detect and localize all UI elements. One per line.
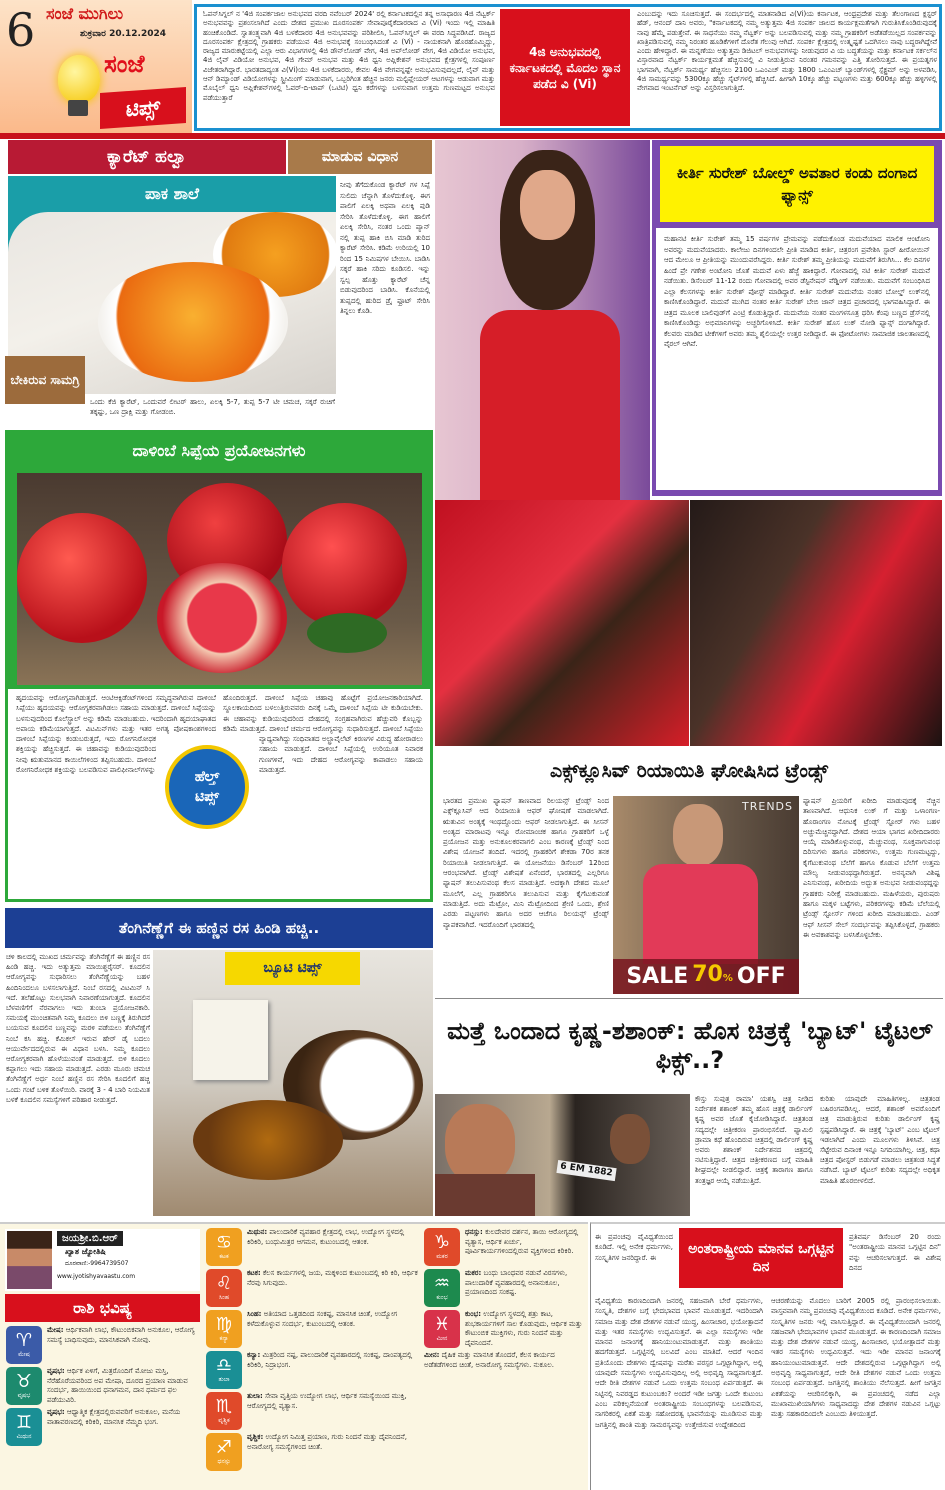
horoscope-text: ಮೇಷ: ಆರ್ಥಿಕವಾಗಿ ಲಾಭ, ಕೌಟುಂಬಿಕವಾಗಿ ಅನುಕೂಲ, ಆರೋಗ್ಯ ಸಮಸ್ಯೆ ಬಾಧಿಸುವುದು, ಮಾನಸಿಕವಾಗಿ ನೋವು.: [47, 1326, 195, 1344]
sign-column-1: [6, 1326, 200, 1488]
sale-banner: [613, 959, 799, 994]
zodiac-icon: ♎ ತುಲಾ: [206, 1351, 242, 1389]
horoscope-text: ಮೀನ: ದೈಹಿಕ ಮತ್ತು ಮಾನಸಿಕ ತೊಂದರೆ, ಕೆಲಸ ಕಾರ್ಯದ ಅಡೆತಡೆಗಳಿಂದ ಚಿಂತೆ, ಅನಾರೋಗ್ಯ ಸಮಸ್ಯೆಗಳು. ನುಕೂಲ.: [424, 1351, 555, 1369]
carrot-title: ಕ್ಯಾರೆಟ್ ಹಲ್ವಾ: [8, 140, 286, 174]
ingredients-label: ಬೇಕಿರುವ ಸಾಮಗ್ರಿ: [5, 356, 85, 404]
zodiac-icon: ♒ ಕುಂಭ: [424, 1269, 460, 1307]
solidarity-intro-right: ಪ್ರತಿವರ್ಷ ಡಿಸೆಂಬರ್ 20 ರಂದು "ಅಂತರಾಷ್ಟ್ರೀಯ ಮಾನವ ಒಗ್ಗಟ್ಟಿನ ದಿನ" ವನ್ನು ಆಚರಿಸಲಾಗುತ್ತದೆ. ಈ ವಿಶೇಷ ದಿನದ: [849, 1233, 941, 1272]
horoscope-entry: [206, 1310, 418, 1348]
issue-date: ಶುಕ್ರವಾರ 20.12.2024: [80, 29, 167, 39]
zodiac-icon: ♋ ಕಟಕ: [206, 1228, 242, 1266]
page-number: 6: [6, 3, 36, 57]
bulb-icon: [58, 55, 100, 103]
zodiac-icon: ♐ ಧನಸ್ಸು: [206, 1433, 242, 1471]
horoscope-text: ತುಲಾ: ಸೇವಾ ವೃತ್ತಿಯ ಉದ್ಯೋಗ ಲಾಭ, ಆರ್ಥಿಕ ಸಮಸ್ಯೆಯಿಂದ ಮುಕ್ತಿ, ಆರೋಗ್ಯದಲ್ಲಿ ವ್ಯತ್ಯಾಸ.: [247, 1392, 407, 1410]
vi-body-left: ಓಪನ್‌ಸಿಗ್ನಲ್ ನ '4ಜಿ ಸಂಪರ್ಕಜಾಲ ಅನುಭವದ ವರದಿ ನವೆಂಬರ್ 2024' ರಲ್ಲಿ ಕರ್ನಾಟಕದಲ್ಲಿನ ತನ್ನ ಅಸಾಧಾರಣ 4ಜಿ ನೆಟ್ವರ್ಕ್ ಅನುಭವವನ್ನು ಪ್ರಶಂಸಲಾಗಿದೆ ಎಂದು ದೇಶದ ಪ್ರಮುಖ ದೂರಸಂಪರ್ಕ ಸೇವಾಪೂರೈಕೆದಾರರಾದ ವಿ (Vi) ಇಂದು ಇಲ್ಲಿ ಮಾಹಿತಿ ಹಂಚಿಕೊಂಡಿದೆ. ಸ್ವಾತಂತ್ರ್ಯವಾಗಿ 4ಜಿ ಬಳಕೆದಾರರ 4ಜಿ ಅನುಭವವನ್ನು ಪರಿಶೀಲಿಸಿ, ಓಪನ್‌ಸಿಗ್ನಲ್ ಈ ವರದಿ ಸಿದ್ಧಪಡಿಸಿದೆ. ರಾಜ್ಯದ ದೂರಸಂಪರ್ಕ ಕ್ಷೇತ್ರದಲ್ಲಿ ಗ್ರಾಹಕರು ಪಡೆಯುವ 4ಜಿ ಅನುಭವಕ್ಕೆ ಸಂಬಂಧಿಸಿದಂತೆ ವಿ (Vi) - ನಾಯಕನಾಗಿ ಹೊರಹೊಮ್ಮಿದ್ದು, ರಾಜ್ಯದ ಮಾರುಕಟ್ಟೆಯಲ್ಲಿ ಎಲ್ಲಾ ಆರು ವಿಭಾಗಗಳಲ್ಲಿ 4ಜಿ ಡೌನ್‌ಲೋಡ್ ವೇಗ, 4ಜಿ ಅಪ್‌ಲೋಡ್ ವೇಗ, 4ಜಿ ವಿಡಿಯೋ ಅನುಭವ, 4ಜಿ ಲೈವ್ ವಿಡಿಯೋ ಅನುಭವ, 4ಜಿ ಗೇಮ್ ಅನುಭವ ಮತ್ತು 4ಜಿ ಧ್ವನಿ ಅಪ್ಲಿಕೇಶನ್ ಅನುಭವದ ಕ್ಷೇತ್ರಗಳಲ್ಲಿ ಸಂಪೂರ್ಣ ವಿಜೇತರಾಗಿದ್ದಾರೆ. ಭಾರತದಾದ್ಯಂತ ವಿ(Vi)ಯು 4ಜಿ ಬಳಕೆದಾರರು, ಕೇವಲ 4ಜಿ ವೇಗವನ್ನಷ್ಟೇ ಅನುಭವಿಸುವುದಲ್ಲದೆ, ಲೈವ್ ಮತ್ತು ಆನ್ ಡಿಮ್ಯಾಂಡ್ ವಿಡಿಯೋಗಳನ್ನು ಸ್ಟ್ರೀಮಿಂಗ್ ಮಾಡುವಾಗ, ಒಬ್ಬರಿಗಿಂತ ಹೆಚ್ಚಿನ ಜನರು ಮಲ್ಟಿಪ್ಲೇಯರ್ ಆಟಗಳನ್ನು ಆಡುವಾಗ ಮತ್ತು ಮೊಬೈಲ್ ಧ್ವನಿ ಅಪ್ಲಿಕೇಶನ್‌ಗಳಲ್ಲಿ ಓವರ್-ದಿ-ಟಾಪ್ (ಒಟಿಟಿ) ಧ್ವನಿ ಕರೆಗಳನ್ನು ಬಳಸುವಾಗ ಉತ್ತಮ ಗುಣಮಟ್ಟದ ಅನುಭವ ಪಡೆಯುತ್ತಾರೆ: [203, 10, 495, 102]
trends-ad-image: [613, 796, 799, 994]
section-title: ಸಂಜೆ: [104, 50, 145, 78]
masthead: [0, 0, 192, 133]
horoscope-entry: [424, 1269, 584, 1307]
krishna-col-1: ಕೌಸ್ತು ಸುಪುತ್ರ ರಾಮಾ' ಯಶಸ್ವಿ ಚಿತ್ರ ನೀಡಿದ ನಿರ್ದೇಶಕ ಶಶಾಂಕ್ ತಮ್ಮ ಹೊಸ ಚಿತ್ರಕ್ಕೆ ಡಾರ್ಲಿಂಗ್ ಕೃಷ್ಣ ಅವರ ಜೊತೆ ಕೈಜೋಡಿಸಿದ್ದಾರೆ. ಚಿತ್ರತಂಡ ಸದ್ಯದಲ್ಲೇ ಚಿತ್ರೀಕರಣ ಪ್ರಾರಂಭಿಸಲಿದೆ. ಫ್ಯಾಮಿಲಿ ಡ್ರಾಮಾ ಕಥೆ ಹೊಂದಿರುವ ಚಿತ್ರದಲ್ಲಿ ಡಾರ್ಲಿಂಗ್ ಕೃಷ್ಣ ಅವರು ಶಶಾಂಕ್ ನಿರ್ದೇಶನದ ಚಿತ್ರದಲ್ಲಿ ನಟಿಸುತ್ತಿದ್ದಾರೆ. ಚಿತ್ರದ ಚಿತ್ರೀಕರಣದ ಬಗ್ಗೆ ಮಾಹಿತಿ ಶೀಘ್ರದಲ್ಲೇ ನೀಡಲಿದ್ದಾರೆ. ಚಿತ್ರಕ್ಕೆ ತಾರಾಗಣ ಹಾಗೂ ತಂತ್ರಜ್ಞರ ಆಯ್ಕೆ ನಡೆಯುತ್ತಿದೆ.: [695, 1095, 813, 1185]
astrologer-name: ಜಯಶ್ರೀ.ಬಿ.ಆರ್: [57, 1231, 123, 1246]
krishna-headline: ಮತ್ತೆ ಒಂದಾದ ಕೃಷ್ಣ-ಶಶಾಂಕ್: ಹೊಸ ಚಿತ್ರಕ್ಕೆ 'ಬ್ಯಾಟ್' ಟೈಟಲ್ ಫಿಕ್ಸ್..?: [447, 1017, 933, 1074]
horoscope-entry: [206, 1433, 418, 1471]
vi-headline: 4ಜಿ ಅನುಭವದಲ್ಲಿ ಕರ್ನಾಟಕದಲ್ಲಿ ಮೊದಲ ಸ್ಥಾನ ಪಡೆದ ವಿ (Vi): [500, 9, 630, 126]
solidarity-headline: ಅಂತರಾಷ್ಟ್ರೀಯ ಮಾನವ ಒಗ್ಗಟ್ಟಿನ ದಿನ: [679, 1228, 843, 1288]
paper-name: ಸಂಜೆ ಮುಗಿಲು: [46, 4, 124, 23]
trends-headline: ಎಕ್ಸ್‌ಕ್ಲೂಸಿವ್ ರಿಯಾಯಿತಿ ಘೋಷಿಸಿದ ಟ್ರೆಂಡ್ಸ್: [550, 760, 828, 782]
krishna-photo: [435, 1094, 690, 1216]
astrologer-photo: [7, 1231, 52, 1289]
pomegranate-col-1-text: ಹೃದಯವನ್ನು ಆರೋಗ್ಯವಾಗಿಡುತ್ತದೆ. ಆಂಟಿಆಕ್ಸಿಡೆಂಟ್‌ಗಳಿಂದ ಸಮೃದ್ಧವಾಗಿರುವ ದಾಳಿಂಬೆ ಸಿಪ್ಪೆಯು ಹೃದಯವನ್ನು ಆರೋಗ್ಯಕರವಾಗಿಡಲು ಸಹಾಯ ಮಾಡುತ್ತದೆ. ದಾಳಿಂಬೆ ಸಿಪ್ಪೆಯನ್ನು ಬಳಸುವುದರಿಂದ ಕೊಲೆಸ್ಟ್ರಾಲ್ ಅನ್ನು ಕಡಿಮೆ ಮಾಡಬಹುದು. ಇದರಿಂದಾಗಿ ಹೃದಯಾಘಾತದ ಅಪಾಯ ಕಡಿಮೆಯಾಗುತ್ತದೆ. ವಿಟಮಿನ್‌ಗಳು ಮತ್ತು ಇತರ ಅಗತ್ಯ ಪೋಷಕಾಂಶಗಳಿಂದ ದಾಳಿಂಬೆ ಸಿಪ್ಪೆಯನ್ನು ಕಂಡುಬರುತ್ತದೆ, ಇದು ರೋಗನಿರೋಧಕ ಶಕ್ತಿಯನ್ನು ಹೆಚ್ಚಿಸುತ್ತದೆ. ಈ ಚಹಾವನ್ನು ಕುಡಿಯುವುದರಿಂದ ನೀವು ಋತುಮಾನದ ಕಾಯಿಲೆಗಳಿಂದ ತಪ್ಪಿಸಬಹುದು. ದಾಳಿಂಬೆ ರೋಗನಿರೋಧಕ ಶಕ್ತಿಯನ್ನು ಬಲಪಡಿಸುವ ಪಾಲಿಫೀನಾಲ್‌ಗಳನ್ನು: [16, 694, 216, 775]
horoscope-text: ಕನ್ಯಾ: ಮಿತ್ರರಿಂದ ನಷ್ಟ, ಪಾಲುದಾರಿಕೆ ವ್ಯವಹಾರದಲ್ಲಿ ಸಂಕಷ್ಟ, ದಾಂಪತ್ಯದಲ್ಲಿ ಕಿರಿಕಿರಿ, ನಿದ್ರಾಭಂಗ.: [247, 1351, 413, 1369]
horoscope-section: [0, 1222, 588, 1490]
method-text: ನೀವು ತೆಗೆದುಕೊಂಡ ಕ್ಯಾರೆಟ್ ಗಳ ಸಿಪ್ಪೆ ಸುಲಿದು ಚೆನ್ನಾಗಿ ತೊಳೆದುಕೊಳ್ಳಿ. ಈಗ ಪಾಲಿಗೆ ಏಲಕ್ಕಿ ಅಥವಾ ಏಲಕ್ಕಿ ಪುಡಿ ಸೇರಿಸಿ ತೊಳೆದುಕೊಳ್ಳಿ. ಈಗ ಹಾಲಿಗೆ ಏಲಕ್ಕಿ ಸೇರಿಸಿ, ನಂತರ ಒಂದು ಪ್ಯಾನ್ ನಲ್ಲಿ ತುಪ್ಪ ಹಾಕಿ ಬಿಸಿ ಮಾಡಿ ತುರಿದ ಕ್ಯಾರೆಟ್ ಸೇರಿಸಿ. ಕಡಿಮೆ ಉರಿಯಲ್ಲಿ 10 ರಿಂದ 15 ನಿಮಿಷಗಳ ಬೇಯಿಸಿ. ಬಾಡಿಸಿ ಸಕ್ಕರೆ ಹಾಕಿ ಸರಿದು ಕೂಡಿಸಲಿ. ಇನ್ನು ಸ್ವಲ್ಪ ಹೊತ್ತು ಕ್ಯಾರೆಟ್ ಚೆನ್ನ ಬಿಡುವುದರಿಂದ ಬಾಡಿಸಿ. ಕೊನೆಯಲ್ಲಿ ತುಪ್ಪದಲ್ಲಿ ಹುರಿದ ಡ್ರೈ ಫ್ರೂಟ್ ಸೇರಿಸಿ ತಿನ್ನಲು ಕೊಡಿ.: [340, 181, 430, 315]
zodiac-icon: ♌ ಸಿಂಹ: [206, 1269, 242, 1307]
keerthy-main-photo: [435, 140, 650, 500]
krishna-col-2: ಕುರಿತು ಯಾವುದೇ ಮಾಹಿತಿಗಳಿಲ್ಲ. ಚಿತ್ರತಂಡ ಬಹಿರಂಗಪಡಿಸಿಲ್ಲ. ಆದರೆ, ಶಶಾಂಕ್ ಅವರೊಂದಿಗೆ ಚಿತ್ರ ಮಾಡುತ್ತಿರುವ ಕುರಿತು ಡಾರ್ಲಿಂಗ್ ಕೃಷ್ಣ ಸ್ಪಷ್ಟಪಡಿಸಿದ್ದಾರೆ. ಈ ಚಿತ್ರಕ್ಕೆ 'ಬ್ಯಾಟ್' ಎಂಬ ಟೈಟಲ್ ಇಡಲಾಗಿದೆ ಎಂದು ಮೂಲಗಳು ತಿಳಿಸಿವೆ. ಚಿತ್ರ ಸೆಟ್ಟೇರುವ ದಿನಾಂಕ ಇನ್ನೂ ನಿಗದಿಯಾಗಿಲ್ಲ. ಚಿತ್ರ, ಕಥಾ ಚಿತ್ರದ ಪೋಸ್ಟರ್ ಬಿಡುಗಡೆ ಮಾಡಲು ಚಿತ್ರತಂಡ ಸಿದ್ಧತೆ ನಡೆಸಿದೆ. ಬ್ಯಾಟ್ ಟೈಟಲ್ ಕುರಿತು ಸದ್ಯದಲ್ಲೇ ಅಧಿಕೃತ ಮಾಹಿತಿ ಹೊರಬೀಳಲಿದೆ.: [820, 1095, 940, 1185]
horoscope-entry: [206, 1228, 418, 1266]
zodiac-icon: ♉ ವೃಷಭ: [6, 1367, 42, 1405]
divider-bar: [0, 133, 945, 139]
coconut-body: ಚಳಿ ಕಾಲದಲ್ಲಿ ಮುಖದ ಚರ್ಮವನ್ನು ತೆಂಗಿನೆಣ್ಣೆಗೆ ಈ ಹಣ್ಣಿನ ರಸ ಹಿಂಡಿ ಹಚ್ಚಿ. ಇದು ಅತ್ಯುತ್ತಮ ಮಾಯಿಶ್ಚರೈಸರ್. ಕೂದಲಿನ ಆರೋಗ್ಯವನ್ನು ಸುಧಾರಿಸಲು ತೆಂಗಿನೆಣ್ಣೆಯನ್ನು ಬಹಳ ಹಿಂದಿನಿಂದಲೂ ಬಳಸಲಾಗುತ್ತಿದೆ. ನಿಂಬೆ ರಸದಲ್ಲಿ ವಿಟಮಿನ್ ಸಿ ಇದೆ. ತಲೆಹೊಟ್ಟು ಸುಲಭವಾಗಿ ನಿವಾರಣೆಯಾಗುತ್ತದೆ. ಕೂದಲಿನ ಬೆಳವಣಿಗೆಗೆ ನೆರವಾಗಲು ಇದು ತುಂಬಾ ಪ್ರಯೋಜನಕಾರಿ. ಸಮಯಕ್ಕೆ ಮುಂಚಿತವಾಗಿ ನಿಮ್ಮ ಕೂದಲು ಬಿಳಿ ಬಣ್ಣಕ್ಕೆ ತಿರುಗಿದರೆ ಬಯಸುವ ಕೂದಲಿನ ಬಣ್ಣವನ್ನು ಮರಳಿ ಪಡೆಯಲು ತೆಂಗಿನೆಣ್ಣೆಗೆ ನಿಂಬೆ ಕಸಿ ಹಚ್ಚಿ. ಕೆಮಿಕಲ್ ಇರುವ ಹೇರ್ ಡೈ ಬದಲು ಆಯುರ್ವೇದದಲ್ಲಿರುವ ಈ ವಿಧಾನ ಬಳಸಿ. ನಿಮ್ಮ ಕೂದಲು ಆರೋಗ್ಯಕರವಾಗಿ ಹೊಳೆಯುವಂತೆ ಮಾಡುತ್ತದೆ. ಬಿಳಿ ಕೂದಲು ಕಪ್ಪಾಗಲು ಇದು ಸಹಾಯ ಮಾಡುತ್ತದೆ. ಎರಡು ಮೂರು ಚಮಚ ತೆಂಗಿನೆಣ್ಣೆಗೆ ಅರ್ಧ ನಿಂಬೆ ಹಣ್ಣಿನ ರಸ ಸೇರಿಸಿ ಕೂದಲಿಗೆ ಹಚ್ಚಿ ಒಂದು ಗಂಟೆ ಬಳಿಕ ತೊಳೆಯಿರಿ. ವಾರಕ್ಕೆ 3 - 4 ಬಾರಿ ನಿಯಮಿತ ಬಳಕೆ ಕೂದಲಿನ ಸಮಸ್ಯೆಗಳಿಗೆ ಪರಿಹಾರ ನೀಡುತ್ತದೆ.: [6, 953, 150, 1104]
coconut-title: ತೆಂಗಿನೆಣ್ಣೆಗೆ ಈ ಹಣ್ಣಿನ ರಸ ಹಿಂಡಿ ಹಚ್ಚಿ..: [5, 908, 433, 948]
sale-percent: 70%: [692, 961, 733, 987]
beauty-tips-label: ಬ್ಯೂಟಿ ಟಿಪ್ಸ್: [225, 952, 360, 985]
badge-line-1: ಹೆಲ್ತ್: [194, 769, 220, 785]
keerthy-headline: ಕೀರ್ತಿ ಸುರೇಶ್ ಬೋಲ್ಡ್ ಅವತಾರ ಕಂಡು ದಂಗಾದ ಫ್ಯಾನ್ಸ್: [660, 146, 934, 222]
method-label: ಮಾಡುವ ವಿಧಾನ: [288, 140, 432, 174]
horoscope-text: ವೃಶ್ಚಿಕ: ಉದ್ಯೋಗ ನಿಮಿತ್ತ ಪ್ರಯಾಣ, ಗುರು ನಿಂದನೆ ಮತ್ತು ದೈವನಿಂದನೆ, ಅನಾರೋಗ್ಯ ಸಮಸ್ಯೆಗಳಿಂದ ಚಿಂತೆ.: [247, 1433, 407, 1451]
pomegranate-text-area: [8, 689, 430, 899]
solidarity-article: [590, 1222, 945, 1490]
zodiac-icon: ♊ ಮಿಥುನ: [6, 1408, 42, 1446]
sale-off: OFF: [736, 963, 786, 989]
horoscope-entry: [6, 1367, 200, 1405]
pomegranate-article: [5, 430, 433, 902]
astrologer-website[interactable]: www.jyotishyavaastu.com: [57, 1273, 136, 1280]
zodiac-icon: ♓ ಮೀನ: [424, 1310, 460, 1348]
keerthy-body: ಮಹಾನಟಿ ಕೀರ್ತಿ ಸುರೇಶ್ ತಮ್ಮ 15 ವರ್ಷಗಳ ಪ್ರೇಮವನ್ನು ಪಡೆದುಕೊಂಡ ಮದುವೆಯಾದ ಮಾಲಿಕ ಆಂಟೋನಿ ಅವರನ್ನು ಮದುವೆಯಾದರು. ಕಾಲೇಜು ದಿನಗಳಿಂದಲೇ ಪ್ರೀತಿ ಮಾಡಿದ ಕೀರ್ತಿ, ಚಿತ್ರರಂಗ ಪ್ರವೇಶಿಸಿ ಸ್ಟಾರ್ ಹೀರೋಯಿನ್ ಆದ ಮೇಲೂ ಆ ಪ್ರೀತಿಯನ್ನು ಮುಂದುವರೆಸಿದ್ದರು. ಕೀರ್ತಿ ಸುರೇಶ್ ತಮ್ಮ ಪ್ರೀತಿಯನ್ನು ಮದುವೆಗೆ ತಿರುಗಿಸಿ... ಕೆಲ ದಿನಗಳ ಹಿಂದೆ ಪ್ರೇ ಗಣೇಶ ಅಂಟೋನಿ ಜೊತೆ ಮದುವೆ ಏಳು ಹೆಜ್ಜೆ ಹಾಕಿದ್ದಾರೆ. ಗೋವಾದಲ್ಲಿ ನಟಿ ಕೀರ್ತಿ ಸುರೇಶ್ ಮದುವೆ ನಡೆಯಿತು. ಡಿಸೆಂಬರ್ 11-12 ರಂದು ಗೋವಾದಲ್ಲಿ ಅವರ ಡೆಸ್ಟಿನೇಷನ್ ವೆಡ್ಡಿಂಗ್ ನಡೆಯಿತು. ಮದುವೆಗೆ ಸಂಬಂಧಿಸಿದ ಎಲ್ಲಾ ಕೆಲಸಗಳನ್ನು ಕೀರ್ತಿ ಸುರೇಶ್ ಪೋಸ್ಟ್ ಮಾಡಿದ್ದಾರೆ. ಕೀರ್ತಿ ಸುರೇಶ್ ಮದುವೆಯ ನಂತರ ಬೋಲ್ಡ್ ಲುಕ್‌ನಲ್ಲಿ ಕಾಣಿಸಿಕೊಂಡಿದ್ದಾರೆ. ಮದುವೆ ಮುಗಿದ ನಂತರ ಕೀರ್ತಿ ಸುರೇಶ್ ಬೇಬಿ ಜಾನ್ ಚಿತ್ರದ ಪ್ರಚಾರದಲ್ಲಿ ಭಾಗವಹಿಸಿದ್ದಾರೆ. ಈ ಚಿತ್ರದ ಮೂಲಕ ಬಾಲಿವುಡ್‌ಗೆ ಎಂಟ್ರಿ ಕೊಡುತ್ತಿದ್ದಾರೆ. ಮದುವೆಯ ನಂತರ ಮಂಗಳಸೂತ್ರ ಧರಿಸಿ ಕೆಂಪು ಬಣ್ಣದ ಡ್ರೆಸ್‌ನಲ್ಲಿ ಕಾಣಿಸಿಕೊಂಡಿದ್ದು ಅಭಿಮಾನಿಗಳನ್ನು ಅಚ್ಚರಿಗೊಳಿಸಿದೆ. ಕೀರ್ತಿ ಸುರೇಶ್ ಹೊಸ ಲುಕ್ ನೋಡಿ ಫ್ಯಾನ್ಸ್ ದಂಗಾಗಿದ್ದಾರೆ. ಕೆಲವರು ಮಾಡಿದ ಟೀಕೆಗಳಿಗೆ ಅವರು ತಮ್ಮ ಶೈಲಿಯಲ್ಲೇ ಉತ್ತರ ನೀಡಿದ್ದಾರೆ. ಈ ಫೋಟೋಗಳು ಸಾಮಾಜಿಕ ಜಾಲತಾಣದಲ್ಲಿ ವೈರಲ್ ಆಗಿವೆ.: [656, 228, 938, 490]
coconut-oil-image: [153, 950, 433, 1216]
trends-col-2: ಫ್ಯಾಷನ್ ಪ್ರಿಯರಿಗೆ ಖರೀದಿ ಮಾಡುವುದಕ್ಕೆ ನೆಚ್ಚಿನ ತಾಣವಾಗಿದೆ. ಆಧುನಿಕ ಲುಕ್ ಗೆ ಮತ್ತು ಒಳಾಂಗಣ-ಹೊರಾಂಗಣ ನೋಟಕ್ಕೆ ಟ್ರೆಂಡ್ಸ್ ಸ್ಟೋರ್ ಗಳು ಬಹಳ ಅಚ್ಚುಮೆಚ್ಚಿನದ್ದಾಗಿದೆ. ದೇಶದ ಆಯಾ ಭಾಗದ ಖರೀದಿದಾರರು ಆಯ್ಕೆ ಮಾಡಿಕೊಳ್ಳುವಂಥ, ಮೆಚ್ಚುವಂಥ, ಸೂಕ್ತವಾಗುವಂಥ ದಿರಿಸುಗಳು ಹಾಗೂ ಪರಿಕರಗಳು, ಉತ್ತಮ ಗುಣಮಟ್ಟದ್ದು, ಕೈಗೆಟುಕುವಂಥ ಬೆಲೆಗೆ ಹಾಗೂ ಕೊಡುವ ಬೆಲೆಗೆ ಉತ್ತಮ ಮೌಲ್ಯ ನೀಡುವಂಥದ್ದಾಗಿರುತ್ತದೆ. ಅನನ್ಯವಾಗಿ ವಿಶಿಷ್ಟ ಎನಿಸುವಂಥ, ಖರೀದಿಯ ಅದ್ಭುತ ಅನುಭವ ನೀಡುವಂಥದ್ದನ್ನು ಗ್ರಾಹಕರು ನಿರೀಕ್ಷೆ ಮಾಡಬಹುದು. ಮಹಿಳೆಯರು, ಪುರುಷರು ಹಾಗೂ ಮಕ್ಕಳ ಬಟ್ಟೆಗಳು, ಪರಿಕರಗಳನ್ನು ಕಡಿಮೆ ಬೆಲೆಯಲ್ಲಿ ಟ್ರೆಂಡ್ಸ್ ಸ್ಟೋರ್ಸ್ ಗಳಿಂದ ಖರೀದಿ ಮಾಡಬಹುದು. ಎಂಡ್ ಆಫ್ ಸೀಸನ್ ಸೇಲ್ ಸಂದರ್ಭವನ್ನು ತಪ್ಪಿಸಿಕೊಳ್ಳದೆ, ಗ್ರಾಹಕರು ಈ ಅವಕಾಶವನ್ನು ಬಳಸಿಕೊಳ್ಳಬೇಕು.: [803, 797, 940, 939]
horoscope-text: ಕುಂಭ: ಉದ್ಯೋಗ ಸ್ಥಳದಲ್ಲಿ ಶತ್ರು ಕಾಟ, ಶುಭಕಾರ್ಯಗಳಿಗೆ ಸಾಲ ಕೊಡುವುದು, ಆರ್ಥಿಕ ಮತ್ತು ಕೌಟುಂಬಿಕ ಮುಕ್ತಿಗಳು, ಗುರು ನಿಂದನೆ ಮತ್ತು ದೈವನಿಂದನೆ.: [465, 1310, 583, 1347]
horoscope-text: ಕಟಕ: ಕೆಲಸ ಕಾರ್ಯಗಳಲ್ಲಿ ಜಯ, ಮಕ್ಕಳಿಂದ ಕುಟುಂಬದಲ್ಲಿ ಕಿರಿ ಕಿರಿ, ಆರ್ಥಿಕ ನೆರವು ಸಿಗುವುದು.: [247, 1269, 418, 1287]
zodiac-icon: ♑ ಮಕರ: [424, 1228, 460, 1266]
sign-column-3: [424, 1228, 584, 1488]
ingredients-text: ಒಂದು ಕೆಜಿ ಕ್ಯಾರೆಟ್, ಒಂದುವರೆ ಲೀಟರ್ ಹಾಲು, ಏಲಕ್ಕಿ 5-7, ತುಪ್ಪ 5-7 ಟೀ ಚಮಚ, ಸಕ್ಕರೆ ರುಚಿಗೆ ತಕ್ಕಷ್ಟು, ಒಣ ದ್ರಾಕ್ಷಿ ಮತ್ತು ಗೋಡಂಬಿ.: [90, 398, 335, 416]
zodiac-icon: ♏ ವೃಶ್ಚಿಕ: [206, 1392, 242, 1430]
zodiac-icon: ♍ ಕನ್ಯಾ: [206, 1310, 242, 1348]
horoscope-entry: [206, 1269, 418, 1307]
astrologer-card: [5, 1229, 200, 1291]
horoscope-text: ಮಕರ: ಬಂಧು ಬಾಂಧವರ ನಡುವೆ ವಿರಸಗಳು, ಪಾಲುದಾರಿಕೆ ವ್ಯವಹಾರದಲ್ಲಿ ಅನಾನುಕೂಲ, ಪ್ರಯಾಣದಿಂದ ಸಂಕಷ್ಟ.: [465, 1269, 568, 1296]
horoscope-entry: [6, 1326, 200, 1364]
trends-col-1: ಭಾರತದ ಪ್ರಮುಖ ಫ್ಯಾಷನ್ ತಾಣವಾದ ರಿಲಯನ್ಸ್ ಟ್ರೆಂಡ್ಸ್ ನಿಂದ ಎಕ್ಸ್‌ಕ್ಲೂಸಿವ್ ಆದ ರಿಯಾಯಿತಿ ಆಫರ್ ಘೋಷಣೆ ಮಾಡಲಾಗಿದೆ. ಋತುವಿನ ಅಂತ್ಯಕ್ಕೆ ಇಂಥದ್ದೊಂದು ಆಫರ್ ನೀಡಲಾಗುತ್ತಿದೆ. ಈ ಸೀಸನ್ ಅಂತ್ಯದ ಮಾರಾಟವು ಇನ್ನೂ ರೋಮಾಂಚಕ ಹಾಗೂ ಗ್ರಾಹಕರಿಗೆ ಒಳ್ಳೆ ಪ್ರಯೋಜನ ಮತ್ತು ಅನುಕೂಲಕರವಾಗಲಿ ಎಂಬ ಕಾರಣಕ್ಕೆ ಟ್ರೆಂಡ್ಸ್ ನಿಂದ ವಿಶೇಷ ಯೋಜನೆ ತಂದಿದೆ. ಇದರಲ್ಲಿ ಗ್ರಾಹಕರಿಗೆ ಶೇಕಡಾ 70ರ ತನಕ ರಿಯಾಯಿತಿ ನೀಡಲಾಗುತ್ತಿದೆ. ಈ ಯೋಜನೆಯು ಡಿಸೆಂಬರ್ 12ರಿಂದ ಆರಂಭವಾಗಿದೆ. ಟ್ರೆಂಡ್ಸ್ ವಿಶೇಷತೆ ಏನೆಂದರೆ, ಭಾರತದಲ್ಲಿ ಎಲ್ಲರಿಗೂ ಫ್ಯಾಷನ್ ತಲುಪಿಸುವಂಥ ಕೆಲಸ ಮಾಡುತ್ತಿದೆ. ಅದಕ್ಕಾಗಿ ದೇಶದ ಮೂಲೆ ಮೂಲೆಗೆ, ಎಲ್ಲ ಗ್ರಾಹಕರಿಗೂ ತಲುಪಿಸುವ ಮತ್ತು ಕೈಗೆಟುಕುವಂತೆ ಮಾಡುತ್ತಿದೆ. ಅದು ಮೆಟ್ರೋ, ಮಿನಿ ಮೆಟ್ರೋದಿಂದ ಶ್ರೇಣಿ ಒಂದು, ಶ್ರೇಣಿ ಎರಡು ಪಟ್ಟಣಗಳು ಹಾಗೂ ಅದರ ಆಚೆಗೂ ರಿಲಯನ್ಸ್ ಟ್ರೆಂಡ್ಸ್ ವ್ಯಾಪಕವಾಗಿದೆ. ಇದರೊಂದಿಗೆ ಭಾರತದಲ್ಲಿ: [443, 797, 609, 929]
vi-body-right: ಎಂಬುದನ್ನು ಇದು ಸೂಚಿಸುತ್ತದೆ. ಈ ಸಂದರ್ಭದಲ್ಲಿ ಮಾತನಾಡಿದ ವಿ(Vi)ಯ ಕರ್ನಾಟಕ, ಆಂಧ್ರಪ್ರದೇಶ ಮತ್ತು ತೆಲಂಗಾಣದ ಕ್ಲಸ್ಟರ್ ಹೆಡ್, ಆನಂದ್ ದಾನಿ ಅವರು, "ಕರ್ನಾಟಕದಲ್ಲಿ ನಮ್ಮ ಅತ್ಯುತ್ತಮ 4ಜಿ ಸಂಪರ್ಕ ಜಾಲದ ಕಾರ್ಯಕ್ಷಮತೆಗಾಗಿ ಗುರುತಿಸಿಕೊಂಡಿರುವುದಕ್ಕೆ ನಾವು ಹೆಮ್ಮೆ ಪಡುತ್ತೇವೆ. ಈ ಸಾಧನೆಯು ನಮ್ಮ ನೆಟ್ವರ್ಕ್ ಅನ್ನು ಬಲಪಡಿಸುವಲ್ಲಿ ಮತ್ತು ನಮ್ಮ ಗ್ರಾಹಕರಿಗೆ ಅಡೆತಡೆಯಿಲ್ಲದ ಸಂಪರ್ಕವನ್ನು ಖಾತ್ರಿಪಡಿಸುವಲ್ಲಿ ನಮ್ಮ ನಿರಂತರ ಹೂಡಿಕೆಗಳಿಗೆ ದೊರೆತ ಗೆಲುವು ಆಗಿದೆ. ಸಂಪರ್ಕ ಕ್ಷೇತ್ರದಲ್ಲಿ ಉತ್ಕೃಷ್ಟತೆ ಒದಗಿಸಲು ನಾವು ಬದ್ಧರಾಗಿದ್ದೇವೆ ಎಂದು ಹೇಳಿದ್ದಾರೆ. ಈ ಮನ್ನಣೆಯು ಅತ್ಯುತ್ತಮ ಡಿಜಿಟಲ್ ಅನುಭವಗಳನ್ನು ನೀಡುವುದರ ವಿ ಯ ಬದ್ಧತೆಯನ್ನು ಮತ್ತು ಕರ್ನಾಟಕ ಸರ್ಕಲ್‌ನ ವಿಸ್ತಾರವಾದ ನೆಟ್ವರ್ಕ್ ಕಾರ್ಯಕ್ಷಮತೆ ಹೆಚ್ಚಿಸುವಲ್ಲಿ ವಿ ನೀಡುತ್ತಿರುವ ನಿರಂತರ ಗಮನವನ್ನು ಎತ್ತಿ ತೋರಿಸುತ್ತದೆ. ಈ ಪ್ರಯತ್ನಗಳ ಭಾಗವಾಗಿ, ನೆಟ್ವರ್ಕ್ ಸಾಮರ್ಥ್ಯ ಹೆಚ್ಚಿಸಲು 2100 ಒಎಂಎಚ್ ಮತ್ತು 1800 ಒಎಂಎಚ್ ಬ್ಯಾಂಡ್‌ಗಳಲ್ಲಿ ಸ್ಪೆಕ್ಟ್ರಮ್ ಅನ್ನು ಅಳವಡಿಸಿ, 4ಜಿ ಸಾಮರ್ಥ್ಯವನ್ನು 5300ಕ್ಕೂ ಹೆಚ್ಚು ಸೈಟ್‌ಗಳಲ್ಲಿ ಹೆಚ್ಚಿಸಿದೆ. ಹೀಗಾಗಿ 10ಕ್ಕೂ ಹೆಚ್ಚು ಪಟ್ಟಣಗಳು ಮತ್ತು 600ಕ್ಕೂ ಹೆಚ್ಚು ಹಳ್ಳಿಗಳಲ್ಲಿ ವೇಗವಾದ ಇಂಟರ್ನೆಟ್ ಅನ್ನು ವಿಸ್ತರಿಸಲಾಗುತ್ತಿದೆ.: [637, 10, 937, 93]
zodiac-icon: ♈ ಮೇಷ: [6, 1326, 42, 1364]
horoscope-entry: [424, 1351, 584, 1370]
keerthy-article: [652, 140, 942, 496]
horoscope-text: ವೃಷಭ: ಆಧ್ಯಾತ್ಮಿಕ ಕ್ಷೇತ್ರದಲ್ಲಿರುವವರಿಗೆ ಅನುಕೂಲ, ಮನೆಯ ವಾತಾವರಣದಲ್ಲಿ ಕಿರಿಕಿರಿ, ಮಾನಸಿಕ ನೆಮ್ಮದಿ ಭಂಗ.: [47, 1408, 181, 1426]
horoscope-title: ರಾಶಿ ಭವಿಷ್ಯ: [5, 1294, 200, 1322]
divider: [435, 998, 943, 999]
horoscope-text: ಸಿಂಹ: ಅತಿಯಾದ ಒತ್ತಡದಿಂದ ಸಂಕಷ್ಟ, ಮಾನಸಿಕ ಚಿಂತೆ, ಉದ್ಯೋಗ ಕಳೆದುಕೊಳ್ಳುವ ಸಂದರ್ಭ, ಕುಟುಂಬದಲ್ಲಿ ಆತಂಕ.: [247, 1310, 398, 1328]
number-plate: 6 EM 1882: [556, 1160, 616, 1181]
solidarity-col-2: ಆಚರಣೆಯನ್ನು ಮೊದಲು ಬಾರಿಗೆ 2005 ರಲ್ಲಿ ಪ್ರಾರಂಭಿಸಲಾಯಿತು. ವಾಸ್ತವವಾಗಿ ನಮ್ಮ ಪ್ರಪಂಚವು ವೈವಿಧ್ಯತೆಯಿಂದ ಕೂಡಿದೆ. ಅನೇಕ ಧರ್ಮಗಳು, ಸಂಸ್ಕೃತಿಗಳ ಜನರು ಇಲ್ಲಿ ವಾಸಿಸುತ್ತಿದ್ದಾರೆ. ಈ ವೈವಿಧ್ಯತೆಯಿಂದಾಗಿ ಜನರಲ್ಲಿ ಸಹಜವಾಗಿ ಭೇದಭಾವಗಳ ಭಾವನೆ ಮೂಡುತ್ತದೆ. ಈ ಕಾರಣದಿಂದಾಗಿ ಸಮಾಜ ಮತ್ತು ದೇಶ ದೇಶಗಳ ನಡುವೆ ಯುದ್ಧ, ಹಿಂಸಾಚಾರ, ಭಯೋತ್ಪಾದನೆ ಮತ್ತು ಇತರ ಸಮಸ್ಯೆಗಳು ಉದ್ಭವಿಸುತ್ತವೆ. ಇದು ಇಡೀ ಮಾನವ ಜನಾಂಗಕ್ಕೆ ಹಾನಿಯುಂಟುಮಾಡುತ್ತವೆ. ಆದೇ ದೇಶದಲ್ಲಿರುವ ಒಗ್ಗಟ್ಟಾಗಿದ್ದಾಗ ಅಲ್ಲಿ ಅಭಿವೃದ್ಧಿ ಸಾಧ್ಯವಾಗುತ್ತದೆ, ಆದೇ ರೀತಿ ದೇಶಗಳ ನಡುವೆ ಒಂದು ಉತ್ತಮ ಸಂಬಂಧ ಏರ್ಪಡುತ್ತದೆ. ಜಗತ್ತಿನಲ್ಲಿ ಶಾಂತಿಯು ನೆಲೆಸುತ್ತದೆ. ಹೀಗೆ ಜಗತ್ತಿನ ಏಕತೆಯನ್ನು ಆಚರಿಸಲಿಕ್ಕಾಗಿ, ಈ ಪ್ರಪಂಚದಲ್ಲಿ ನಡೆದ ಎಲ್ಲಾ ಮುಖಾಮುಖಿಯಾಗಿಗಳು ಸಾಧ್ಯವಾದದ್ದು ದೇಶ ದೇಶಗಳ ನಡುವಿನ ಒಗ್ಗಟ್ಟು ಮತ್ತು ಸಹಕಾರದಿಂದಲೇ ಎಂಬುದು ತಿಳಿಯುತ್ತದೆ.: [771, 1297, 941, 1419]
vi-article: [194, 4, 942, 131]
horoscope-entry: [206, 1392, 418, 1430]
horoscope-entry: [424, 1228, 584, 1266]
horoscope-text: ಧನಸ್ಸು: ಕುಲದೇವರ ದರ್ಶನ, ತಾಯಿ ಆರೋಗ್ಯದಲ್ಲಿ ವ್ಯತ್ಯಾಸ, ಆರ್ಥಿಕ ಖರ್ಚು, ಪೂರ್ವಿಕಾರ್ಯಗಳಿಂದಲ್ಲಿರುವ ವ್ಯಕ್ತಿಗಳಿಂದ ಕಿರಿಕಿರಿ.: [465, 1228, 579, 1255]
section-label: ಪಾಕ ಶಾಲೆ: [144, 184, 200, 203]
keerthy-photo-3: [690, 500, 942, 746]
sign-column-2: [206, 1228, 418, 1488]
trends-brand: TRENDS: [742, 800, 793, 813]
pomegranate-title: ದಾಳಿಂಬೆ ಸಿಪ್ಪೆಯ ಪ್ರಯೋಜನಗಳು: [132, 441, 306, 460]
bulb-base-icon: [68, 100, 88, 116]
astrologer-role: ಖ್ಯಾತ ಜ್ಯೋತಿಷಿ: [65, 1247, 106, 1256]
section-tag: ಟಿಪ್ಸ್: [100, 87, 186, 129]
health-tips-badge: [165, 745, 249, 829]
solidarity-intro-left: ಈ ಪ್ರಪಂಚವು ವೈವಿಧ್ಯತೆಯಿಂದ ಕೂಡಿದೆ. ಇಲ್ಲಿ ಅನೇಕ ಧರ್ಮಗಳು, ಸಂಸ್ಕೃತಿಗಳ ಜನರಿದ್ದಾರೆ. ಈ: [595, 1233, 673, 1262]
pomegranate-col-2-text: ಹೊಂದಿರುತ್ತದೆ. ದಾಳಿಂಬೆ ಸಿಪ್ಪೆಯ ಚಹಾವು ಹೊಟ್ಟೆಗೆ ಪ್ರಯೋಜನಕಾರಿಯಾಗಿದೆ. ಸ್ಥೂಲಕಾಯದಿಂದ ಬಳಲುತ್ತಿರುವವರು ದಿನಕ್ಕೆ ಒಮ್ಮೆ ದಾಳಿಂಬೆ ಸಿಪ್ಪೆಯ ಟೀ ಕುಡಿಯಬೇಕು. ಈ ಚಹಾವನ್ನು ಕುಡಿಯುವುದರಿಂದ ದೇಹದಲ್ಲಿ ಸಂಗ್ರಹವಾಗಿರುವ ಹೆಚ್ಚುವರಿ ಕೊಬ್ಬನ್ನು ಕಡಿಮೆ ಮಾಡುತ್ತದೆ. ದಾಳಿಂಬೆ ಚರ್ಮದ ಆರೋಗ್ಯವನ್ನು ಸುಧಾರಿಸುತ್ತದೆ. ದಾಳಿಂಬೆ ಸಿಪ್ಪೆಯು ವ್ಯಾಧ್ಯವಾಗಿದ್ದು ಸಂಧಿವಾತದ ಅಲ್ಟ್ರಾವೈಲೆಟ್ ಕಿರಣಗಳ ವಿರುದ್ಧ ಹೋರಾಡಲು ಸಹಾಯ ಮಾಡುತ್ತದೆ. ದಾಳಿಂಬೆ ಸಿಪ್ಪೆಯಲ್ಲಿ ಉರಿಯೂತ ನಿವಾರಕ ಗುಣಗಳಿವೆ, ಇದು ದೇಹದ ಆರೋಗ್ಯವನ್ನು ಕಾಪಾಡಲು ಸಹಾಯ ಮಾಡುತ್ತದೆ.: [223, 694, 423, 775]
keerthy-photo-2: [435, 500, 689, 746]
horoscope-entry: [424, 1310, 584, 1348]
horoscope-entry: [6, 1408, 200, 1446]
horoscope-text: ವೃಷಭ: ಆರ್ಥಿಕ ಏಳಿಗೆ, ಮಿತ್ರರೊಂದಿಗೆ ಮೋಜು ಮಸ್ತಿ, ನೆರೆಹೊರೆಯವರಿಂದ ಅಪ ಮೇಷಾ, ದೂರದ ಪ್ರಯಾಣ ಮಾಡುವ ಸಂದರ್ಭ, ಹಾಯಿಯಿಂದ ಧನಾಗಮನ, ದಾನ ಧರ್ಮದ ಫಲ ಪಡೆಯುವಿರಿ.: [47, 1367, 188, 1404]
badge-line-2: ಟಿಪ್ಸ್: [195, 789, 219, 805]
astrologer-phone: ದೂರವಾಣಿ:-9964739507: [65, 1260, 129, 1267]
horoscope-entry: [206, 1351, 418, 1389]
pomegranate-image: [17, 473, 422, 685]
horoscope-text: ಮಿಥುನ: ಪಾಲುದಾರಿಕೆ ವ್ಯವಹಾರ ಕ್ಷೇತ್ರದಲ್ಲಿ ಲಾಭ, ಉದ್ಯೋಗ ಸ್ಥಳದಲ್ಲಿ ಕಿರಿಕಿರಿ, ಬಂಧುಮಿತ್ರರ ಆಗಮನ, ಕುಟುಂಬದಲ್ಲಿ ಆತಂಕ.: [247, 1228, 405, 1246]
sale-word: SALE: [626, 963, 689, 989]
pomegranate-col-2: [223, 693, 423, 895]
solidarity-col-1: ವೈವಿಧ್ಯತೆಯ ಕಾರಣದಿಂದಾಗಿ ಜನರಲ್ಲಿ ಸಹಜವಾಗಿ ಬೇರೆ ಧರ್ಮಗಳು, ಸಂಸ್ಕೃತಿ, ದೇಶಗಳ ಬಗ್ಗೆ ಭೇದಭಾವದ ಭಾವನೆ ಮೂಡುತ್ತದೆ. ಇದರಿಂದಾಗಿ ಸಮಾಜ ಮತ್ತು ದೇಶ ದೇಶಗಳ ನಡುವೆ ಯುದ್ಧ, ಹಿಂಸಾಚಾರ, ಭಯೋತ್ಪಾದನೆ ಮತ್ತು ಇತರ ಸಮಸ್ಯೆಗಳು ಉದ್ಭವಿಸುತ್ತವೆ. ಈ ಎಲ್ಲಾ ಸಮಸ್ಯೆಗಳು ಇಡೀ ಮಾನವ ಜನಾಂಗಕ್ಕೆ ಹಾನಿಯುಂಟುಮಾಡುತ್ತವೆ. ಮತ್ತು ಶಾಂತಿಯು ಹದಗೆಡುತ್ತದೆ. ಒಗ್ಗಟ್ಟಿನಲ್ಲಿ ಬಲವಿದೆ ಎಂಬ ಮಾತಿದೆ. ಆದರೆ ಇಂದಿನ ಪ್ರತಿಯೊಂದು ದೇಶಗಳು ದ್ವೇಷವನ್ನು ಮರೆತು ಪರಸ್ಪರ ಒಗ್ಗಟ್ಟಾಗಿದ್ದಾಗ, ಅಲ್ಲಿ ಯಾವುದೇ ಸಮಸ್ಯೆಗಳು ಉದ್ಭವಿಸುವುದಿಲ್ಲ ಅಲ್ಲಿ ಅಭಿವೃದ್ಧಿ ಸಾಧ್ಯವಾಗುತ್ತದೆ. ಆದೇ ರೀತಿ ದೇಶಗಳ ನಡುವೆ ಒಂದು ಉತ್ತಮ ಸಂಬಂಧ ಏರ್ಪಡುತ್ತದೆ. ಈ ನಿಟ್ಟಿನಲ್ಲಿ ನಿವರಡ್ಡದ ಕುಟುಂಬಕಂ? ಅಂದರೆ ಇಡೀ ಜಗತ್ತು ಒಂದೇ ಕುಟುಂಬ ಎಂಬ ಪರಿಕಲ್ಪನೆಯಂತೆ ಅಂತರಾಷ್ಟ್ರೀಯ ಸಂಬಂಧಗಳನ್ನು ಬಲಪಡಿಸುವ, ನಾಗರಿಕರಲ್ಲಿ ಏಕತೆ ಮತ್ತು ಸಹೋದರತ್ವ ಭಾವನೆಯನ್ನು ಮೂಡಿಸುವ ಮತ್ತು ಜಗತ್ತಿನಲ್ಲಿ ಶಾಂತಿ ಮತ್ತು ಸಾಮರಸ್ಯವನ್ನು ಉತ್ತೇಜಿಸುವ ಉದ್ದೇಶದಿಂದ: [595, 1297, 763, 1429]
